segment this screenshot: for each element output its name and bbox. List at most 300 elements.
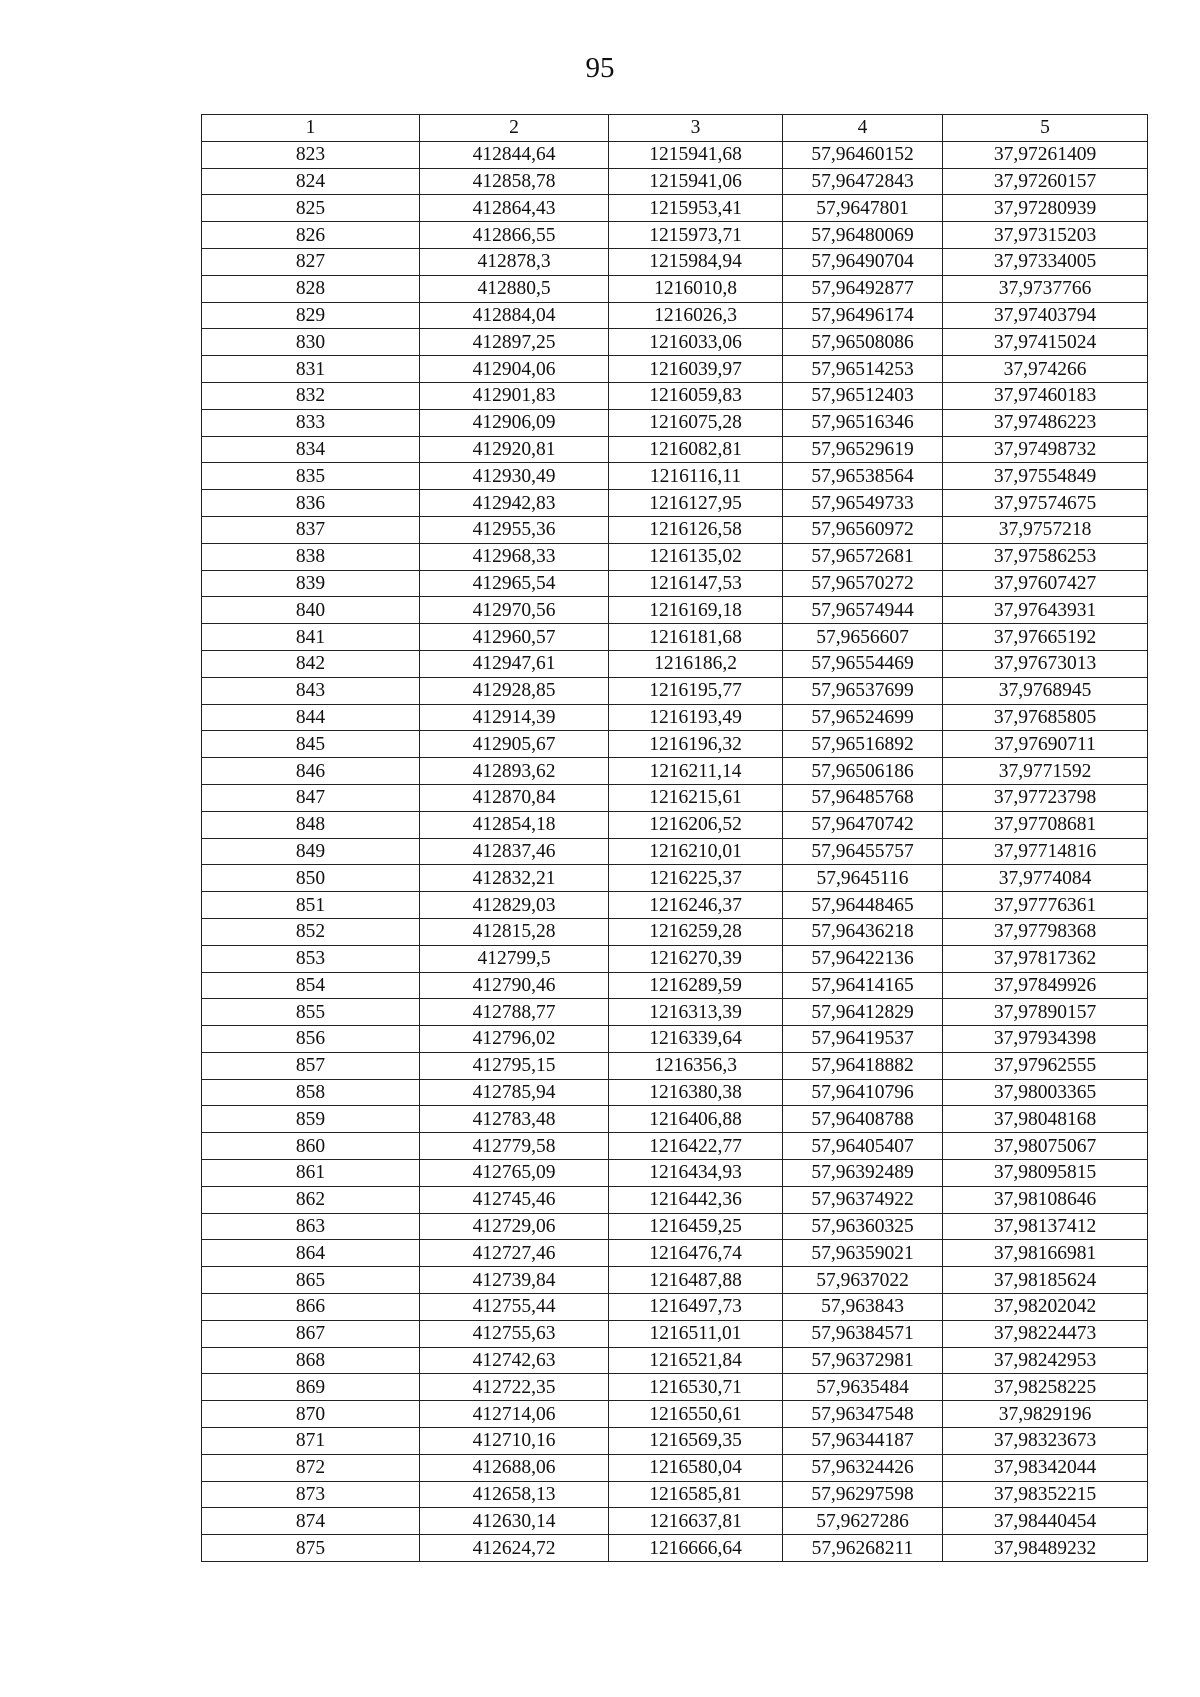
- table-cell: 850: [202, 865, 420, 892]
- table-cell: 412739,84: [420, 1267, 609, 1294]
- table-cell: 1216511,01: [609, 1320, 783, 1347]
- table-cell: 57,96422136: [783, 945, 943, 972]
- table-cell: 829: [202, 302, 420, 329]
- table-cell: 57,96419537: [783, 1026, 943, 1053]
- table-cell: 412928,85: [420, 677, 609, 704]
- table-cell: 837: [202, 516, 420, 543]
- table-cell: 57,96516892: [783, 731, 943, 758]
- table-row: [202, 918, 1148, 945]
- table-row: [202, 409, 1148, 436]
- table-cell: 412799,5: [420, 945, 609, 972]
- table-cell: 1216215,61: [609, 784, 783, 811]
- table-row: [202, 1186, 1148, 1213]
- table-cell: 412796,02: [420, 1026, 609, 1053]
- table-cell: 412884,04: [420, 302, 609, 329]
- table-row: [202, 1535, 1148, 1562]
- table-cell: 412765,09: [420, 1160, 609, 1187]
- table-row: [202, 248, 1148, 275]
- table-cell: 831: [202, 356, 420, 383]
- table-cell: 57,96436218: [783, 918, 943, 945]
- table-body: [202, 141, 1148, 1561]
- table-row: [202, 436, 1148, 463]
- table-cell: 37,97315203: [943, 222, 1148, 249]
- table-cell: 1216422,77: [609, 1133, 783, 1160]
- table-cell: 1216059,83: [609, 382, 783, 409]
- table-cell: 37,9829196: [943, 1401, 1148, 1428]
- table-row: [202, 758, 1148, 785]
- table-cell: 412870,84: [420, 784, 609, 811]
- table-cell: 57,96572681: [783, 543, 943, 570]
- table-cell: 412906,09: [420, 409, 609, 436]
- table-cell: 57,96268211: [783, 1535, 943, 1562]
- table-cell: 57,963843: [783, 1294, 943, 1321]
- table-cell: 1216116,11: [609, 463, 783, 490]
- table-cell: 57,96512403: [783, 382, 943, 409]
- table-cell: 37,98185624: [943, 1267, 1148, 1294]
- table-row: [202, 892, 1148, 919]
- table-row: [202, 329, 1148, 356]
- table-cell: 835: [202, 463, 420, 490]
- table-cell: 1216497,73: [609, 1294, 783, 1321]
- table-cell: 1215941,06: [609, 168, 783, 195]
- table-cell: 1216147,53: [609, 570, 783, 597]
- table-cell: 57,96448465: [783, 892, 943, 919]
- table-cell: 412864,43: [420, 195, 609, 222]
- table-cell: 1216459,25: [609, 1213, 783, 1240]
- table-cell: 872: [202, 1454, 420, 1481]
- table-cell: 57,9637022: [783, 1267, 943, 1294]
- table-cell: 57,96324426: [783, 1454, 943, 1481]
- table-cell: 412920,81: [420, 436, 609, 463]
- table-cell: 37,98137412: [943, 1213, 1148, 1240]
- table-row: [202, 1428, 1148, 1455]
- table-cell: 860: [202, 1133, 420, 1160]
- table-cell: 57,96538564: [783, 463, 943, 490]
- table-cell: 412893,62: [420, 758, 609, 785]
- table-cell: 37,97714816: [943, 838, 1148, 865]
- table-cell: 37,98489232: [943, 1535, 1148, 1562]
- column-header: 2: [420, 115, 609, 142]
- table-cell: 37,98224473: [943, 1320, 1148, 1347]
- table-cell: 412897,25: [420, 329, 609, 356]
- table-cell: 1216169,18: [609, 597, 783, 624]
- table-cell: 37,98075067: [943, 1133, 1148, 1160]
- table-cell: 412829,03: [420, 892, 609, 919]
- table-cell: 37,98108646: [943, 1186, 1148, 1213]
- table-cell: 37,9757218: [943, 516, 1148, 543]
- table-cell: 846: [202, 758, 420, 785]
- table-row: [202, 704, 1148, 731]
- table-cell: 57,96374922: [783, 1186, 943, 1213]
- table-cell: 1216259,28: [609, 918, 783, 945]
- table-cell: 844: [202, 704, 420, 731]
- table-cell: 37,97690711: [943, 731, 1148, 758]
- table-cell: 1216196,32: [609, 731, 783, 758]
- table-cell: 37,97460183: [943, 382, 1148, 409]
- table-cell: 57,9635484: [783, 1374, 943, 1401]
- table-cell: 854: [202, 972, 420, 999]
- table-cell: 57,96496174: [783, 302, 943, 329]
- table-row: [202, 195, 1148, 222]
- table-cell: 57,9627286: [783, 1508, 943, 1535]
- page-number: 95: [585, 52, 615, 84]
- table-row: [202, 1454, 1148, 1481]
- table-cell: 37,97673013: [943, 650, 1148, 677]
- column-header: 5: [943, 115, 1148, 142]
- table-cell: 1216181,68: [609, 624, 783, 651]
- column-header: 1: [202, 115, 420, 142]
- table-cell: 1216487,88: [609, 1267, 783, 1294]
- table-cell: 57,96490704: [783, 248, 943, 275]
- table-row: [202, 838, 1148, 865]
- table-cell: 412788,77: [420, 999, 609, 1026]
- table-row: [202, 731, 1148, 758]
- table-row: [202, 1401, 1148, 1428]
- table-cell: 57,96514253: [783, 356, 943, 383]
- table-cell: 57,96414165: [783, 972, 943, 999]
- table-cell: 1216580,04: [609, 1454, 783, 1481]
- column-header: 3: [609, 115, 783, 142]
- table-cell: 1216521,84: [609, 1347, 783, 1374]
- table-cell: 412955,36: [420, 516, 609, 543]
- table-cell: 865: [202, 1267, 420, 1294]
- table-cell: 1216585,81: [609, 1481, 783, 1508]
- table-cell: 1216206,52: [609, 811, 783, 838]
- table-cell: 37,97643931: [943, 597, 1148, 624]
- table-cell: 412930,49: [420, 463, 609, 490]
- table-cell: 57,96472843: [783, 168, 943, 195]
- table-cell: 1215984,94: [609, 248, 783, 275]
- table-cell: 851: [202, 892, 420, 919]
- table-cell: 1216246,37: [609, 892, 783, 919]
- table-cell: 57,96359021: [783, 1240, 943, 1267]
- table-row: [202, 1079, 1148, 1106]
- table-cell: 412832,21: [420, 865, 609, 892]
- table-row: [202, 1213, 1148, 1240]
- table-cell: 836: [202, 490, 420, 517]
- table-cell: 1216313,39: [609, 999, 783, 1026]
- table-cell: 57,96360325: [783, 1213, 943, 1240]
- table-cell: 57,96405407: [783, 1133, 943, 1160]
- table-cell: 1216193,49: [609, 704, 783, 731]
- table-cell: 827: [202, 248, 420, 275]
- table-cell: 1216550,61: [609, 1401, 783, 1428]
- table-cell: 57,96372981: [783, 1347, 943, 1374]
- table-row: [202, 382, 1148, 409]
- table-row: [202, 945, 1148, 972]
- table-cell: 1216127,95: [609, 490, 783, 517]
- table-cell: 1216225,37: [609, 865, 783, 892]
- table-cell: 37,97554849: [943, 463, 1148, 490]
- table-cell: 1216211,14: [609, 758, 783, 785]
- table-row: [202, 1026, 1148, 1053]
- table-cell: 37,9771592: [943, 758, 1148, 785]
- table-cell: 838: [202, 543, 420, 570]
- table-row: [202, 1106, 1148, 1133]
- coordinates-table: [201, 114, 1148, 1562]
- table-cell: 412755,63: [420, 1320, 609, 1347]
- table-cell: 412837,46: [420, 838, 609, 865]
- table-cell: 873: [202, 1481, 420, 1508]
- table-cell: 57,96524699: [783, 704, 943, 731]
- table-cell: 412790,46: [420, 972, 609, 999]
- table-cell: 412858,78: [420, 168, 609, 195]
- table-cell: 57,96470742: [783, 811, 943, 838]
- table-row: [202, 1294, 1148, 1321]
- table-cell: 412727,46: [420, 1240, 609, 1267]
- table-cell: 37,97962555: [943, 1052, 1148, 1079]
- table-cell: 37,98258225: [943, 1374, 1148, 1401]
- table-cell: 843: [202, 677, 420, 704]
- table-cell: 412783,48: [420, 1106, 609, 1133]
- table-cell: 37,97817362: [943, 945, 1148, 972]
- table-cell: 412658,13: [420, 1481, 609, 1508]
- table-cell: 839: [202, 570, 420, 597]
- table-row: [202, 302, 1148, 329]
- table-header-row: [202, 115, 1148, 142]
- table-cell: 37,98440454: [943, 1508, 1148, 1535]
- table-row: [202, 570, 1148, 597]
- table-cell: 412722,35: [420, 1374, 609, 1401]
- table-cell: 57,96384571: [783, 1320, 943, 1347]
- table-cell: 57,96412829: [783, 999, 943, 1026]
- table-cell: 861: [202, 1160, 420, 1187]
- table-cell: 37,98003365: [943, 1079, 1148, 1106]
- table-cell: 412866,55: [420, 222, 609, 249]
- table-cell: 1216082,81: [609, 436, 783, 463]
- table-cell: 841: [202, 624, 420, 651]
- table-cell: 37,97723798: [943, 784, 1148, 811]
- table-cell: 856: [202, 1026, 420, 1053]
- table-row: [202, 222, 1148, 249]
- table-cell: 37,98352215: [943, 1481, 1148, 1508]
- table-cell: 412904,06: [420, 356, 609, 383]
- table-cell: 57,96516346: [783, 409, 943, 436]
- table-cell: 57,96554469: [783, 650, 943, 677]
- table-cell: 412854,18: [420, 811, 609, 838]
- table-row: [202, 999, 1148, 1026]
- table-row: [202, 1052, 1148, 1079]
- table-cell: 57,96418882: [783, 1052, 943, 1079]
- table-row: [202, 624, 1148, 651]
- table-cell: 862: [202, 1186, 420, 1213]
- table-cell: 37,97334005: [943, 248, 1148, 275]
- table-cell: 863: [202, 1213, 420, 1240]
- table-cell: 412880,5: [420, 275, 609, 302]
- table-cell: 1216186,2: [609, 650, 783, 677]
- table-cell: 37,98202042: [943, 1294, 1148, 1321]
- table-cell: 57,96549733: [783, 490, 943, 517]
- table-cell: 412742,63: [420, 1347, 609, 1374]
- table-cell: 1216039,97: [609, 356, 783, 383]
- table-cell: 37,97486223: [943, 409, 1148, 436]
- table-cell: 412905,67: [420, 731, 609, 758]
- table-cell: 37,9737766: [943, 275, 1148, 302]
- table-cell: 412878,3: [420, 248, 609, 275]
- table-cell: 37,97415024: [943, 329, 1148, 356]
- table-cell: 37,98166981: [943, 1240, 1148, 1267]
- table-cell: 37,97574675: [943, 490, 1148, 517]
- table-cell: 1216075,28: [609, 409, 783, 436]
- table-cell: 37,97586253: [943, 543, 1148, 570]
- table-cell: 1216356,3: [609, 1052, 783, 1079]
- table-row: [202, 972, 1148, 999]
- table-cell: 1216442,36: [609, 1186, 783, 1213]
- table-cell: 1216033,06: [609, 329, 783, 356]
- table-cell: 824: [202, 168, 420, 195]
- table-cell: 1216210,01: [609, 838, 783, 865]
- table-cell: 828: [202, 275, 420, 302]
- table-row: [202, 1160, 1148, 1187]
- table-cell: 57,9645116: [783, 865, 943, 892]
- table-cell: 57,96574944: [783, 597, 943, 624]
- table-cell: 412710,16: [420, 1428, 609, 1455]
- table-row: [202, 1347, 1148, 1374]
- table-cell: 826: [202, 222, 420, 249]
- table-cell: 37,9768945: [943, 677, 1148, 704]
- table-cell: 1216195,77: [609, 677, 783, 704]
- table-cell: 57,96537699: [783, 677, 943, 704]
- table-cell: 37,97403794: [943, 302, 1148, 329]
- table-cell: 857: [202, 1052, 420, 1079]
- table-cell: 37,97849926: [943, 972, 1148, 999]
- table-cell: 875: [202, 1535, 420, 1562]
- table-cell: 57,96410796: [783, 1079, 943, 1106]
- table-cell: 412688,06: [420, 1454, 609, 1481]
- table-cell: 37,98095815: [943, 1160, 1148, 1187]
- table-cell: 57,96508086: [783, 329, 943, 356]
- table-cell: 412947,61: [420, 650, 609, 677]
- table-cell: 833: [202, 409, 420, 436]
- table-cell: 1215973,71: [609, 222, 783, 249]
- table-cell: 858: [202, 1079, 420, 1106]
- table-cell: 859: [202, 1106, 420, 1133]
- table-cell: 57,96460152: [783, 141, 943, 168]
- table-cell: 1216289,59: [609, 972, 783, 999]
- table-row: [202, 516, 1148, 543]
- table-row: [202, 141, 1148, 168]
- table-cell: 849: [202, 838, 420, 865]
- table-cell: 57,96506186: [783, 758, 943, 785]
- table-cell: 823: [202, 141, 420, 168]
- table-cell: 412795,15: [420, 1052, 609, 1079]
- table-cell: 37,97934398: [943, 1026, 1148, 1053]
- table-cell: 57,96455757: [783, 838, 943, 865]
- table-cell: 37,97665192: [943, 624, 1148, 651]
- table-cell: 871: [202, 1428, 420, 1455]
- table-cell: 412970,56: [420, 597, 609, 624]
- table-cell: 412755,44: [420, 1294, 609, 1321]
- table-cell: 37,97685805: [943, 704, 1148, 731]
- table-row: [202, 597, 1148, 624]
- table-cell: 864: [202, 1240, 420, 1267]
- table-cell: 412785,94: [420, 1079, 609, 1106]
- table-cell: 1215953,41: [609, 195, 783, 222]
- table-cell: 1216380,38: [609, 1079, 783, 1106]
- table-cell: 842: [202, 650, 420, 677]
- table-cell: 412914,39: [420, 704, 609, 731]
- table-cell: 57,9656607: [783, 624, 943, 651]
- table-cell: 847: [202, 784, 420, 811]
- table-cell: 1215941,68: [609, 141, 783, 168]
- table-cell: 874: [202, 1508, 420, 1535]
- table-cell: 412779,58: [420, 1133, 609, 1160]
- table-cell: 412965,54: [420, 570, 609, 597]
- table-cell: 37,97498732: [943, 436, 1148, 463]
- table-cell: 412714,06: [420, 1401, 609, 1428]
- table-cell: 37,97776361: [943, 892, 1148, 919]
- table-cell: 412624,72: [420, 1535, 609, 1562]
- table-row: [202, 677, 1148, 704]
- table-cell: 57,96480069: [783, 222, 943, 249]
- table-cell: 412968,33: [420, 543, 609, 570]
- table-cell: 830: [202, 329, 420, 356]
- table-cell: 1216270,39: [609, 945, 783, 972]
- table-cell: 57,96492877: [783, 275, 943, 302]
- table-cell: 57,96560972: [783, 516, 943, 543]
- table-row: [202, 168, 1148, 195]
- table-row: [202, 543, 1148, 570]
- table-cell: 37,98048168: [943, 1106, 1148, 1133]
- table-cell: 853: [202, 945, 420, 972]
- table-cell: 868: [202, 1347, 420, 1374]
- table-cell: 1216476,74: [609, 1240, 783, 1267]
- table-cell: 1216126,58: [609, 516, 783, 543]
- table-cell: 1216530,71: [609, 1374, 783, 1401]
- table-cell: 412729,06: [420, 1213, 609, 1240]
- table-cell: 412901,83: [420, 382, 609, 409]
- table-row: [202, 1267, 1148, 1294]
- table-row: [202, 865, 1148, 892]
- table-cell: 412942,83: [420, 490, 609, 517]
- table-cell: 57,96485768: [783, 784, 943, 811]
- table-cell: 866: [202, 1294, 420, 1321]
- table-cell: 1216135,02: [609, 543, 783, 570]
- table-cell: 37,98323673: [943, 1428, 1148, 1455]
- table-row: [202, 1481, 1148, 1508]
- table-cell: 840: [202, 597, 420, 624]
- table-cell: 37,97708681: [943, 811, 1148, 838]
- table-cell: 37,97607427: [943, 570, 1148, 597]
- table-cell: 1216637,81: [609, 1508, 783, 1535]
- table-cell: 1216339,64: [609, 1026, 783, 1053]
- table-cell: 37,97280939: [943, 195, 1148, 222]
- table-cell: 412745,46: [420, 1186, 609, 1213]
- table-cell: 855: [202, 999, 420, 1026]
- table-cell: 870: [202, 1401, 420, 1428]
- table-cell: 57,96347548: [783, 1401, 943, 1428]
- table-cell: 412815,28: [420, 918, 609, 945]
- table-cell: 37,97260157: [943, 168, 1148, 195]
- table-cell: 57,96408788: [783, 1106, 943, 1133]
- table-cell: 869: [202, 1374, 420, 1401]
- table-cell: 825: [202, 195, 420, 222]
- table-cell: 57,96570272: [783, 570, 943, 597]
- table-row: [202, 1133, 1148, 1160]
- table-row: [202, 811, 1148, 838]
- table-cell: 37,9774084: [943, 865, 1148, 892]
- table-cell: 57,96529619: [783, 436, 943, 463]
- table-row: [202, 463, 1148, 490]
- table-row: [202, 1320, 1148, 1347]
- table-cell: 37,98242953: [943, 1347, 1148, 1374]
- table-row: [202, 1240, 1148, 1267]
- table-cell: 37,97890157: [943, 999, 1148, 1026]
- table-row: [202, 356, 1148, 383]
- table-cell: 412630,14: [420, 1508, 609, 1535]
- table-cell: 57,96344187: [783, 1428, 943, 1455]
- table-cell: 37,97261409: [943, 141, 1148, 168]
